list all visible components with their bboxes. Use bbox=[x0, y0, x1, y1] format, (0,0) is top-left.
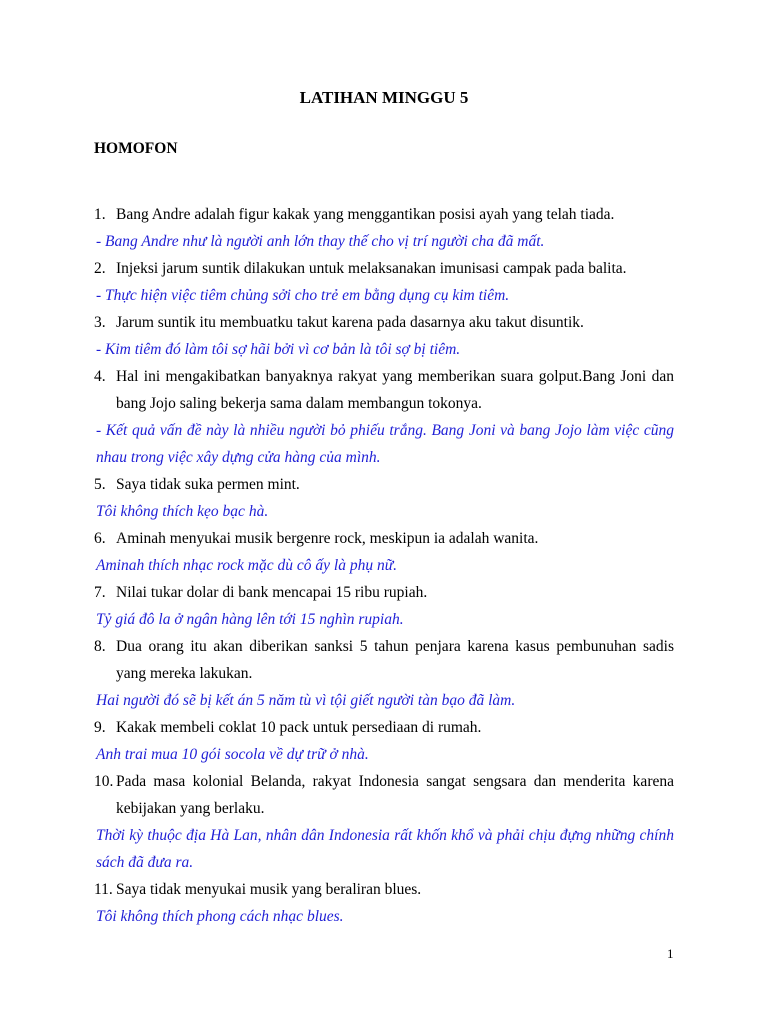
page-title: LATIHAN MINGGU 5 bbox=[299, 88, 469, 107]
item-number: 1. bbox=[94, 206, 106, 223]
item-number: 7. bbox=[94, 584, 106, 601]
item-translation: Thời kỳ thuộc địa Hà Lan, nhân dân Indonesia rất khốn khổ và phải chịu đựng những chính sách đã đưa ra. bbox=[96, 827, 674, 871]
item-number: 8. bbox=[94, 638, 106, 655]
list-item bbox=[94, 255, 674, 309]
page-number: 1 bbox=[667, 946, 674, 961]
item-text: Saya tidak suka permen mint. bbox=[116, 476, 300, 493]
item-text: Dua orang itu akan diberikan sanksi 5 tahun penjara karena kasus pembunuhan sadis yang mereka lakukan. bbox=[116, 638, 674, 682]
item-translation: Hai người đó sẽ bị kết án 5 năm tù vì tội giết người tàn bạo đã làm. bbox=[96, 692, 516, 709]
item-translation: - Thực hiện việc tiêm chủng sởi cho trẻ em bằng dụng cụ kim tiêm. bbox=[96, 287, 510, 304]
list-item bbox=[94, 633, 674, 714]
item-number: 3. bbox=[94, 314, 106, 331]
item-translation: - Kim tiêm đó làm tôi sợ hãi bởi vì cơ bản là tôi sợ bị tiêm. bbox=[96, 341, 461, 358]
item-text: Nilai tukar dolar di bank mencapai 15 ribu rupiah. bbox=[116, 584, 428, 601]
item-text: Kakak membeli coklat 10 pack untuk persediaan di rumah. bbox=[116, 719, 482, 736]
item-text: Hal ini mengakibatkan banyaknya rakyat yang memberikan suara golput.Bang Joni dan bang Jojo saling bekerja sama dalam membangun tokonya. bbox=[116, 368, 674, 412]
list-item bbox=[94, 525, 674, 579]
item-number: 10. bbox=[94, 773, 114, 790]
list-item bbox=[94, 714, 674, 768]
item-text: Injeksi jarum suntik dilakukan untuk melaksanakan imunisasi campak pada balita. bbox=[116, 260, 627, 277]
item-translation: Anh trai mua 10 gói socola về dự trữ ở nhà. bbox=[96, 746, 369, 763]
list-item bbox=[94, 363, 674, 471]
item-text: Pada masa kolonial Belanda, rakyat Indonesia sangat sengsara dan menderita karena kebijakan yang berlaku. bbox=[116, 773, 674, 817]
list-item bbox=[94, 201, 674, 255]
item-translation: - Kết quả vấn đề này là nhiều người bỏ phiếu trắng. Bang Joni và bang Jojo làm việc cũng nhau trong việc xây dựng cửa hàng của mình. bbox=[96, 422, 674, 466]
list-item bbox=[94, 579, 674, 633]
list-item bbox=[94, 768, 674, 876]
item-number: 2. bbox=[94, 260, 106, 277]
item-translation: Aminah thích nhạc rock mặc dù cô ấy là phụ nữ. bbox=[96, 557, 398, 574]
exercise-list bbox=[94, 201, 674, 930]
item-number: 11. bbox=[94, 881, 113, 898]
item-translation: Tỷ giá đô la ở ngân hàng lên tới 15 nghìn rupiah. bbox=[96, 611, 404, 628]
item-translation: - Bang Andre như là người anh lớn thay thế cho vị trí người cha đã mất. bbox=[96, 233, 545, 250]
list-item bbox=[94, 309, 674, 363]
item-text: Jarum suntik itu membuatku takut karena pada dasarnya aku takut disuntik. bbox=[116, 314, 584, 331]
list-item bbox=[94, 471, 674, 525]
item-number: 5. bbox=[94, 476, 106, 493]
item-text: Aminah menyukai musik bergenre rock, meskipun ia adalah wanita. bbox=[116, 530, 539, 547]
item-text: Bang Andre adalah figur kakak yang menggantikan posisi ayah yang telah tiada. bbox=[116, 206, 615, 223]
item-number: 6. bbox=[94, 530, 106, 547]
item-number: 4. bbox=[94, 368, 106, 385]
item-number: 9. bbox=[94, 719, 106, 736]
list-item bbox=[94, 876, 674, 930]
section-heading: HOMOFON bbox=[94, 140, 178, 157]
item-text: Saya tidak menyukai musik yang beraliran blues. bbox=[116, 881, 422, 898]
item-translation: Tôi không thích kẹo bạc hà. bbox=[96, 503, 269, 520]
item-translation: Tôi không thích phong cách nhạc blues. bbox=[96, 908, 344, 925]
